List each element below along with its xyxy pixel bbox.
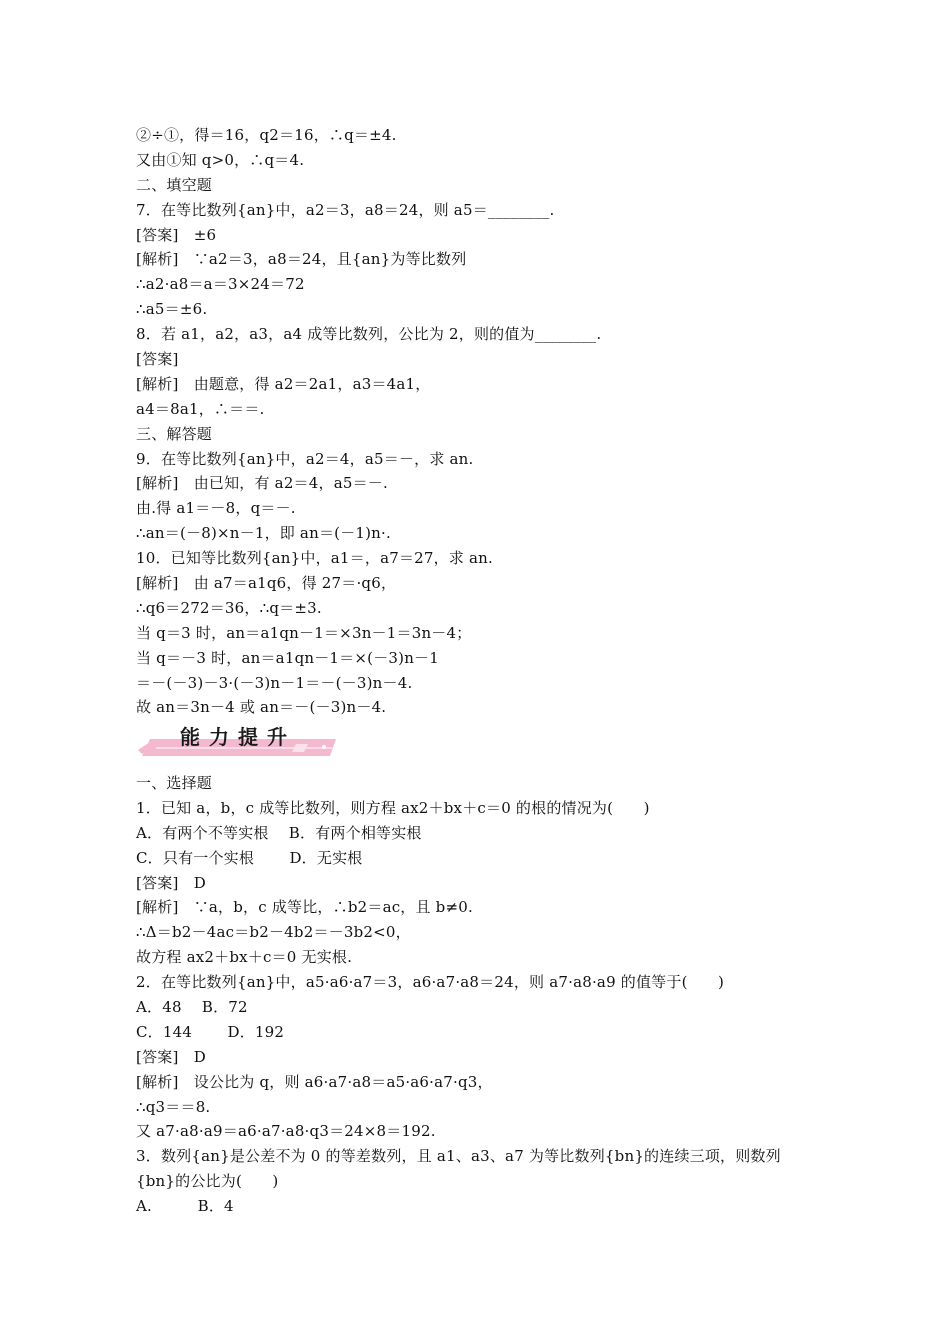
text-line: ∴q3＝＝8. <box>136 1097 211 1116</box>
question-line: 10．已知等比数列{an}中，a1＝，a7＝27，求 an. <box>136 549 493 568</box>
question-line: 2．在等比数列{an}中，a5·a6·a7＝3，a6·a7·a8＝24，则 a7·a8·a9 的值等于( ) <box>136 973 725 992</box>
text-line: 当 q＝3 时，an＝a1qn－1＝×3n－1＝3n－4； <box>136 623 472 642</box>
answer-line: [答案] <box>136 350 179 369</box>
question-line: 8．若 a1，a2，a3，a4 成等比数列，公比为 2，则的值为________. <box>136 325 602 344</box>
analysis-line: [解析] ∵a2＝3，a8＝24，且{an}为等比数列 <box>136 250 467 269</box>
text-line: ∴a5＝±6. <box>136 300 208 319</box>
text-line: 由.得 a1＝－8，q＝－. <box>136 499 296 518</box>
section-heading: 三、解答题 <box>136 424 213 443</box>
text-line: ∴q6＝272＝36，∴q＝±3. <box>136 598 322 617</box>
text-line: 当 q＝－3 时，an＝a1qn－1＝×(－3)n－1 <box>136 648 439 667</box>
analysis-line: [解析] 由题意，得 a2＝2a1，a3＝4a1， <box>136 374 431 393</box>
section-banner <box>136 722 342 758</box>
answer-line: [答案] ±6 <box>136 225 217 244</box>
options-line: C．144 D．192 <box>136 1022 285 1041</box>
question-line: 1．已知 a，b，c 成等比数列，则方程 ax2＋bx＋c＝0 的根的情况为( ) <box>136 798 650 817</box>
answer-line: [答案] D <box>136 873 206 892</box>
question-line: 7．在等比数列{an}中，a2＝3，a8＝24，则 a5＝________. <box>136 200 555 219</box>
text-line: 故方程 ax2＋bx＋c＝0 无实根. <box>136 948 353 967</box>
options-line: A．48 B．72 <box>136 998 248 1017</box>
answer-line: [答案] D <box>136 1047 206 1066</box>
question-line: 3．数列{an}是公差不为 0 的等差数列，且 a1、a3、a7 为等比数列{bn}的连续三项，则数列 <box>136 1147 781 1166</box>
text-line: ∴a2·a8＝a＝3×24＝72 <box>136 275 305 294</box>
text-line: 故 an＝3n－4 或 an＝－(－3)n－4. <box>136 698 387 717</box>
text-line: 又 a7·a8·a9＝a6·a7·a8·q3＝24×8＝192. <box>136 1122 436 1141</box>
analysis-line: [解析] 设公比为 q，则 a6·a7·a8＝a5·a6·a7·q3， <box>136 1072 493 1091</box>
options-line: A．有两个不等实根 B．有两个相等实根 <box>136 823 422 842</box>
options-line: C．只有一个实根 D．无实根 <box>136 848 363 867</box>
text-line: ∴an＝(－8)×n－1，即 an＝(－1)n·. <box>136 524 391 543</box>
analysis-line: [解析] 由已知，有 a2＝4，a5＝－. <box>136 474 388 493</box>
analysis-line: [解析] 由 a7＝a1q6，得 27＝·q6， <box>136 574 397 593</box>
question-line: {bn}的公比为( ) <box>136 1172 279 1191</box>
section-heading: 一、选择题 <box>136 774 213 792</box>
analysis-line: [解析] ∵a，b，c 成等比，∴b2＝ac，且 b≠0. <box>136 898 473 917</box>
options-line: A. B．4 <box>136 1197 234 1216</box>
solution-text-block <box>136 123 826 720</box>
text-line: a4＝8a1，∴＝＝. <box>136 399 265 418</box>
section-heading: 二、填空题 <box>136 175 213 194</box>
banner-title: 能力提升 <box>180 725 296 749</box>
exercise-text-block <box>136 771 826 1219</box>
text-line: 又由①知 q>0，∴q＝4. <box>136 150 305 169</box>
question-line: 9．在等比数列{an}中，a2＝4，a5＝－，求 an. <box>136 449 474 468</box>
text-line: ②÷①，得＝16，q2＝16，∴q＝±4. <box>136 126 397 144</box>
text-line: ＝－(－3)－3·(－3)n－1＝－(－3)n－4. <box>136 673 413 692</box>
text-line: ∴Δ＝b2－4ac＝b2－4b2＝－3b2<0， <box>136 923 411 942</box>
